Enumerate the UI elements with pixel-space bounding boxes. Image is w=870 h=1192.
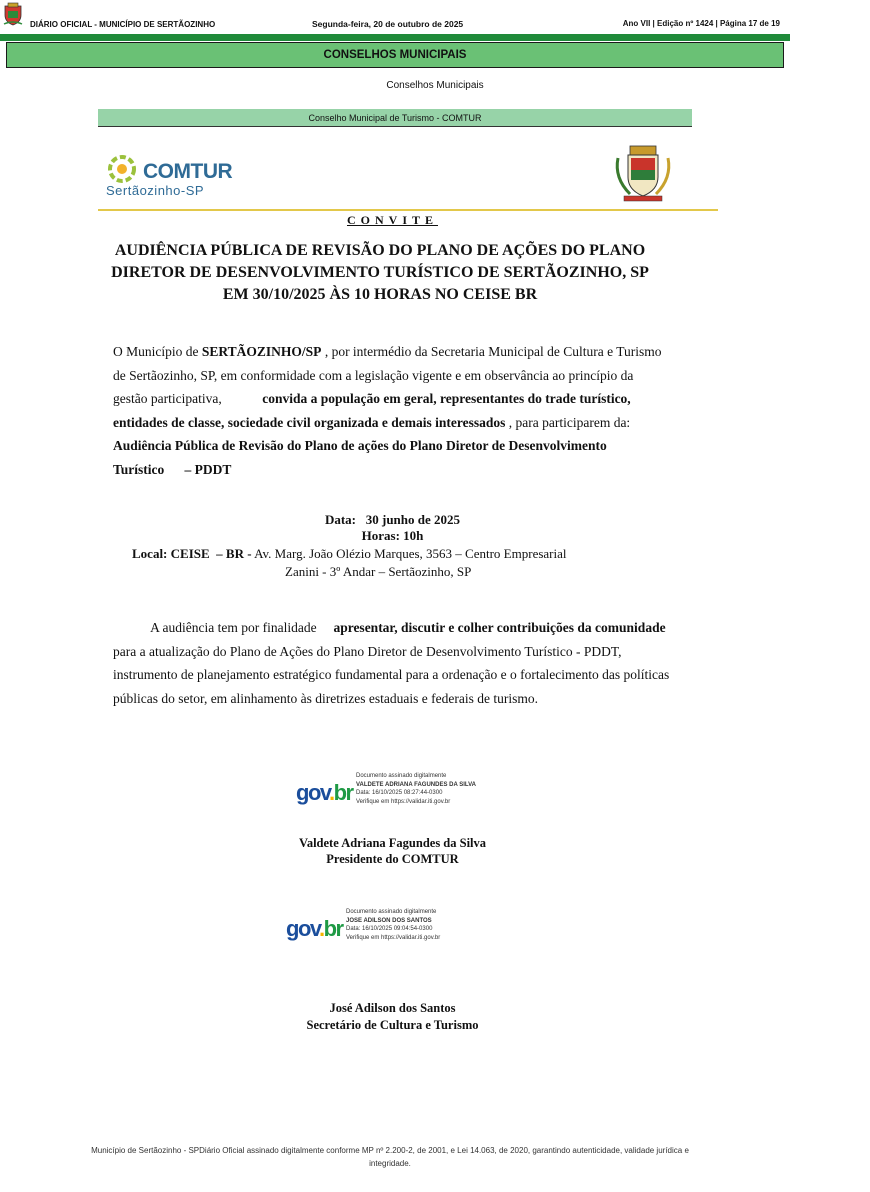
p1-text-e: , para participarem da: bbox=[505, 414, 631, 430]
invite-title: AUDIÊNCIA PÚBLICA DE REVISÃO DO PLANO DE AÇÕES DO PLANO DIRETOR DE DESENVOLVIMENTO TURÍSTICO DE SERTÃOZINHO, SP EM 30/10/2025 ÀS 10 HORAS NO CEISE BR bbox=[111, 242, 649, 303]
signature-signer: JOSE ADILSON DOS SANTOS bbox=[346, 917, 432, 924]
signature-date: Data: 16/10/2025 08:27:44-0300 bbox=[356, 790, 443, 796]
signature-verify: Verifique em https://validar.iti.gov.br bbox=[346, 934, 441, 941]
signature-verify: Verifique em https://validar.iti.gov.br bbox=[356, 798, 451, 805]
municipal-crest-icon bbox=[2, 2, 24, 26]
signature-caption: Documento assinado digitalmente bbox=[356, 773, 447, 779]
signer-role: Presidente do COMTUR bbox=[326, 852, 459, 866]
signature-date: Data: 16/10/2025 09:04:54-0300 bbox=[346, 926, 433, 932]
header-rule bbox=[0, 34, 790, 41]
council-heading: Conselho Municipal de Turismo - COMTUR bbox=[98, 109, 692, 127]
comtur-logo-word: COMTUR bbox=[143, 160, 233, 183]
p2-text-c: para a atualização do Plano de Ações do Plano Diretor de Desenvolvimento Turístico - PDDT, instrumento de planejamento estratégico fundamental para a ordenação e o fortalecimento das políticas públicas do setor, em alinhamento às diretrizes estaduais e federais de turismo. bbox=[113, 643, 670, 706]
event-hours: Horas: 10h bbox=[361, 528, 424, 543]
p1-pddt: – PDDT bbox=[184, 461, 232, 477]
event-location bbox=[132, 546, 567, 562]
section-subtitle: Conselhos Municipais bbox=[386, 80, 484, 91]
p1-invitation: convida a população em geral, representantes do trade turístico, entidades de classe, sociedade civil organizada e demais interessados bbox=[113, 391, 631, 430]
signer-name: José Adilson dos Santos bbox=[329, 1001, 456, 1015]
location-line-2: Zanini - 3º Andar – Sertãozinho, SP bbox=[285, 564, 472, 579]
p2-purpose: apresentar, discutir e colher contribuições da comunidade bbox=[333, 620, 666, 635]
purpose-paragraph bbox=[113, 616, 671, 710]
page-footer: Município de Sertãozinho - SPDiário Oficial assinado digitalmente conforme MP nº 2.200-2, de 2001, e Lei 14.063, de 2020, garantindo autenticidade, validade jurídica e integridade. bbox=[91, 1146, 689, 1168]
event-date: Data: 30 junho de 2025 bbox=[324, 512, 461, 527]
header-publication: DIÁRIO OFICIAL - MUNICÍPIO DE SERTÃOZINHO bbox=[30, 20, 216, 29]
invite-heading: CONVITE bbox=[346, 213, 438, 227]
signer-name: Valdete Adriana Fagundes da Silva bbox=[298, 836, 487, 850]
header-date: Segunda-feira, 20 de outubro de 2025 bbox=[312, 19, 464, 29]
letterhead-rule bbox=[98, 209, 718, 211]
location-label: Local: CEISE – BR - bbox=[132, 546, 252, 561]
location-line-1: Av. Marg. João Olézio Marques, 3563 – Centro Empresarial bbox=[251, 546, 567, 561]
municipal-coat-of-arms-icon bbox=[612, 144, 674, 204]
digital-signature-stamp bbox=[286, 906, 546, 950]
digital-signature-stamp bbox=[296, 770, 556, 814]
signer-role: Secretário de Cultura e Turismo bbox=[306, 1018, 479, 1032]
header-edition: Ano VII | Edição nº 1424 | Página 17 de 19 bbox=[622, 19, 780, 28]
p1-municipality: SERTÃOZINHO/SP bbox=[201, 344, 322, 359]
p2-text-a: A audiência tem por finalidade bbox=[150, 620, 320, 635]
signature-signer: VALDETE ADRIANA FAGUNDES DA SILVA bbox=[356, 781, 477, 788]
invite-paragraph bbox=[113, 340, 671, 481]
p1-text-c: , por intermédio da Secretaria Municipal de Cultura e Turismo de Sertãozinho, SP, em conformidade com a legislação vigente e em observância ao princípio da gestão participativa, bbox=[113, 344, 662, 406]
govbr-logo-icon: gov.br bbox=[286, 916, 343, 941]
p1-text-a: O Município de bbox=[113, 344, 202, 359]
govbr-logo-icon: gov.br bbox=[296, 780, 353, 805]
signature-caption: Documento assinado digitalmente bbox=[346, 909, 437, 915]
comtur-logo-city: Sertãozinho-SP bbox=[106, 183, 205, 198]
p1-event-name: Audiência Pública de Revisão do Plano de ações do Plano Diretor de Desenvolvimento Turístico bbox=[113, 438, 607, 477]
section-title: CONSELHOS MUNICIPAIS bbox=[6, 42, 784, 68]
